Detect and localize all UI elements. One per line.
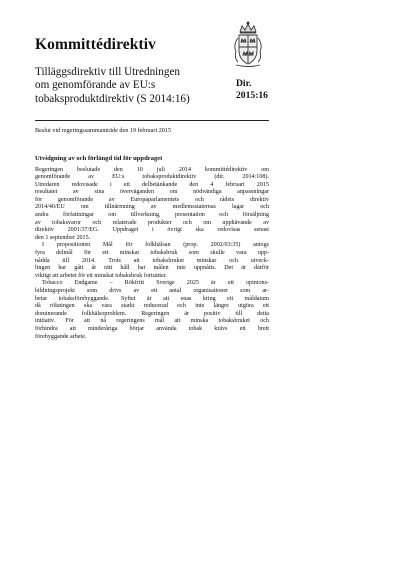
text-line: den 1 september 2015. <box>35 234 91 241</box>
paragraph <box>35 242 269 280</box>
text-line: direktiv 2001/37/EG. Uppdraget i övrigt ska redovisas senast <box>35 227 269 234</box>
text-line: av tobaksvaror och relaterade produkter och om upphävande av <box>35 219 269 226</box>
divider <box>35 120 269 121</box>
text-line: betar tobaksförebyggande. Syftet är att enas kring ett måldatum <box>35 295 269 302</box>
text-line: för genomförande av Europaparlamentets och rådets direktiv <box>35 196 269 203</box>
subtitle-line: Tilläggsdirektiv till Utredningen <box>35 66 181 78</box>
text-line: då rökningen ska vara starkt reducerad och inte längre utgöra ett <box>35 303 269 310</box>
subtitle-line: tobaksproduktdirektiv (S 2014:16) <box>35 92 190 105</box>
text-line: dominerande folkhälsoproblem. Regeringen är positiv till detta <box>35 310 269 317</box>
dir-label: Dir. <box>236 78 252 89</box>
text-line: förebyggande arbete. <box>35 333 87 340</box>
text-line: andra författningar om tillverkning, presentation och försäljning <box>35 212 269 219</box>
text-line: resultatet av sina överväganden om nödvändiga anpassningar <box>35 189 269 196</box>
text-line: lingen har gått åt rätt håll har målen inte uppnåtts. Det är därför <box>35 265 269 272</box>
coat-of-arms-icon <box>228 20 268 68</box>
text-line: genomförande av EU:s tobaksproduktdirektiv (dir. 2014:108). <box>35 174 269 181</box>
directive-subtitle <box>35 66 225 106</box>
text-line: I propositionen Mål för folkhälsan (prop. 2002/03:35) antogs <box>42 242 269 249</box>
directive-number <box>236 78 268 101</box>
decision-line: Beslut vid regeringssammanträde den 19 februari 2015 <box>35 127 172 134</box>
text-line: bildningsprojekt som drivs av ett antal organisationer som ar- <box>35 288 269 294</box>
paragraph <box>35 280 269 341</box>
text-line: initiativ. För att nå regeringens mål att minska tobaksbruket och <box>35 318 269 325</box>
subtitle-line: om genomförande av EU:s <box>35 79 156 92</box>
text-line: fyra delmål för ett minskat tobaksbruk som skulle vara upp- <box>35 250 269 257</box>
text-line: nådda till 2014. Trots att tobaksbruket minskar och utveck- <box>35 257 269 264</box>
dir-number-value: 2015:16 <box>236 89 268 101</box>
text-line: 2014/40/EU om tillnärmning av medlemsstaternas lagar och <box>35 204 269 211</box>
paragraph <box>35 167 269 243</box>
text-line: Tobacco Endgame – Rökfritt Sverige 2025 är ett opinions- <box>42 280 269 287</box>
text-line: Utredaren redovisade i ett delbetänkande den 4 februari 2015 <box>35 181 269 188</box>
text-line: förhindra att minderåriga börjar använda tobak krävs ett brett <box>35 325 269 332</box>
text-line: Regeringen beslutade den 10 juli 2014 kommittédirektiv om <box>35 166 269 173</box>
page-title: Kommittédirektiv <box>35 36 156 53</box>
section-heading: Utvidgning av och förlängd tid för uppdraget <box>35 155 163 162</box>
section-body <box>35 167 269 342</box>
text-line: viktigt att arbetet för ett minskat tobaksbruk fortsätter. <box>35 272 167 279</box>
